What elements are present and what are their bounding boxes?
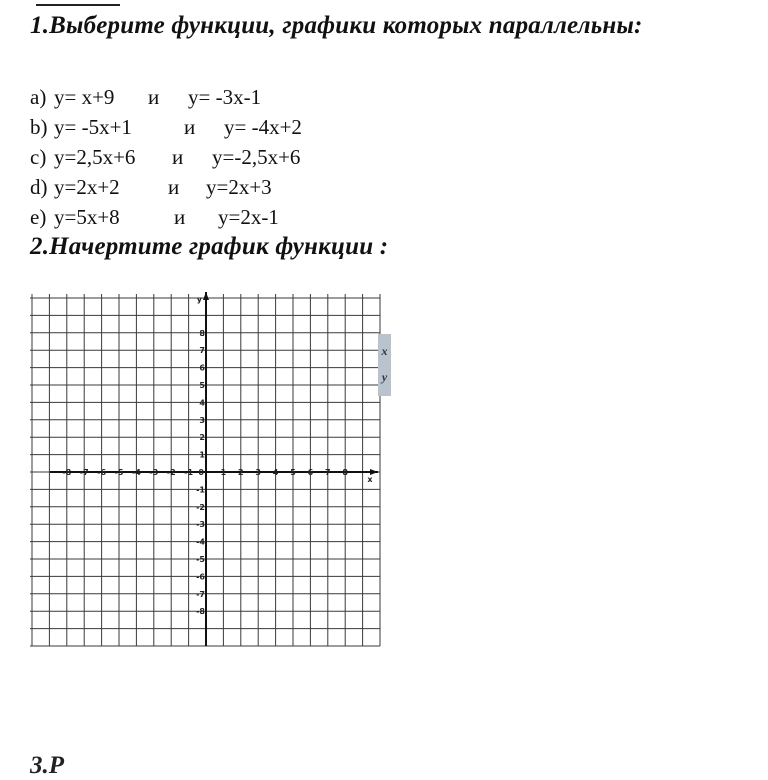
conjunction: и <box>174 205 186 229</box>
task2-heading: 2.Начертите график функции : <box>30 233 389 260</box>
x-tick-label: -7 <box>79 468 89 477</box>
x-tick-label: 5 <box>290 468 296 477</box>
y-tick-label: 1 <box>199 450 205 460</box>
tick-labels <box>62 295 373 616</box>
x-tick-label: 8 <box>342 468 348 477</box>
x-tick-label: -4 <box>131 468 141 477</box>
side-tab-text: x <box>381 344 388 358</box>
function-second: y= -3x-1 <box>188 85 262 109</box>
x-tick-label: 7 <box>325 468 331 477</box>
y-tick-label: -7 <box>196 589 205 599</box>
x-tick-label: -1 <box>184 468 194 477</box>
choice-letter: d) <box>30 175 48 199</box>
x-axis-label: x <box>367 475 373 484</box>
function-second: y=2x-1 <box>218 205 279 229</box>
origin-label: 0 <box>198 468 204 477</box>
y-tick-label: -5 <box>196 555 205 564</box>
y-tick-label: -1 <box>196 485 205 495</box>
y-tick-label: -3 <box>196 520 205 530</box>
function-second: y=-2,5x+6 <box>212 145 301 169</box>
function-second: y= -4x+2 <box>224 115 302 139</box>
x-tick-label: 4 <box>272 468 279 477</box>
x-tick-label: 1 <box>220 468 227 477</box>
x-tick-label: -3 <box>149 468 159 477</box>
y-tick-label: -2 <box>196 502 205 512</box>
y-tick-label: 2 <box>199 433 205 443</box>
y-tick-label: 4 <box>199 398 205 408</box>
x-tick-label: -8 <box>62 468 72 477</box>
y-tick-label: 7 <box>199 346 205 356</box>
task3-heading-cropped: 3.Р <box>30 752 65 779</box>
conjunction: и <box>172 145 184 169</box>
y-tick-label: 5 <box>199 381 205 390</box>
x-tick-label: -6 <box>97 468 107 477</box>
x-tick-label: 6 <box>307 468 314 477</box>
x-tick-label: -2 <box>166 468 176 477</box>
x-tick-label: 3 <box>255 468 261 477</box>
y-tick-label: 6 <box>199 363 205 373</box>
x-tick-label: -5 <box>114 468 124 477</box>
choice-letter: a) <box>30 85 47 109</box>
function-first: y= x+9 <box>54 85 115 109</box>
conjunction: и <box>184 115 196 139</box>
side-tab-text: y <box>381 370 388 384</box>
coordinate-grid <box>30 290 382 648</box>
x-tick-label: 2 <box>238 468 244 477</box>
y-tick-label: -4 <box>196 537 205 547</box>
y-axis-label: y <box>196 295 202 304</box>
top-cropped-underline <box>36 0 120 6</box>
choice-letter: c) <box>30 145 47 169</box>
function-second: y=2x+3 <box>206 175 272 199</box>
function-first: y= -5x+1 <box>54 115 132 139</box>
y-tick-label: -8 <box>196 607 205 617</box>
choice-letter: e) <box>30 205 47 229</box>
conjunction: и <box>148 85 160 109</box>
y-tick-label: 8 <box>199 328 205 338</box>
choice-letter: b) <box>30 115 48 139</box>
y-tick-label: 3 <box>199 415 205 425</box>
task1-heading: 1.Выберите функции, графики которых параллельны: <box>30 12 643 39</box>
function-first: y=5x+8 <box>54 205 120 229</box>
conjunction: и <box>168 175 180 199</box>
y-axis-arrow <box>203 292 209 300</box>
function-first: y=2,5x+6 <box>54 145 136 169</box>
function-first: y=2x+2 <box>54 175 120 199</box>
y-tick-label: -6 <box>196 572 205 582</box>
side-tab <box>378 334 391 396</box>
